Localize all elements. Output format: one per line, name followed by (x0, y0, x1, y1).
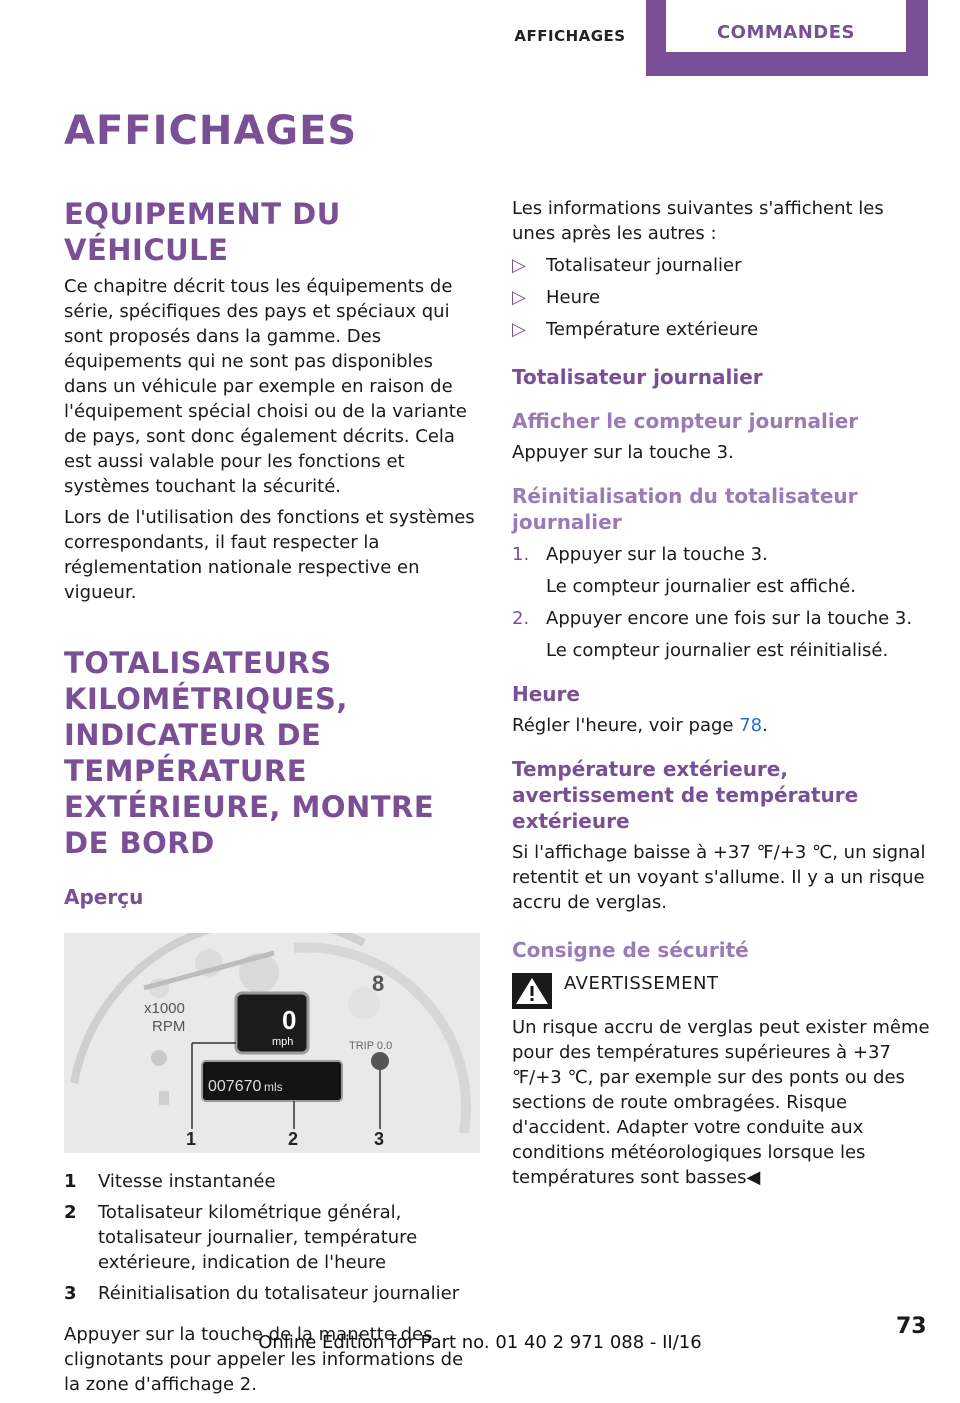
warning-text: Un risque accru de verglas peut exister même pour des températures supérieures à +37 ℉/+3 ℃, par exemple sur des ponts ou des sections de route ombragées. Risque d'accident. Adapter votre conduite aux conditions météorologiques lorsque les températures sont basses (512, 1017, 930, 1188)
legend-item (64, 1200, 480, 1275)
warning-paragraph (512, 1015, 932, 1190)
step-text: Appuyer encore une fois sur la touche 3. (546, 608, 913, 629)
list-item (512, 253, 932, 278)
indicator-light (151, 1050, 167, 1066)
step-result: Le compteur journalier est affiché. (546, 576, 856, 597)
small-mark (159, 1091, 169, 1105)
intro-paragraph: Les informations suivantes s'affichent les unes après les autres : (512, 198, 884, 244)
bullet-text: Totalisateur journalier (546, 255, 742, 276)
legend-number: 3 (64, 1283, 77, 1304)
odometer-unit: mls (264, 1080, 283, 1094)
reset-heading: Réinitialisation du totalisateur journalier (512, 484, 858, 534)
triangle-icon: ▷ (512, 319, 526, 340)
end-marker-icon: ◀ (746, 1167, 761, 1188)
legend-list (64, 1169, 480, 1306)
legend-text: Totalisateur kilométrique général, totalisateur journalier, température extérieure, indication de l'heure (98, 1202, 418, 1273)
tab-commandes-frame[interactable] (646, 0, 928, 76)
heure-heading: Heure (512, 682, 580, 706)
legend-number: 2 (64, 1202, 77, 1223)
page-title: AFFICHAGES (64, 108, 358, 154)
gauge-number: 8 (372, 971, 385, 996)
page-number: 73 (896, 1314, 927, 1339)
callout-1: 1 (186, 1129, 197, 1149)
legend-text: Vitesse instantanée (98, 1171, 276, 1192)
step-number: 1. (512, 544, 530, 565)
bullet-text: Température extérieure (546, 319, 759, 340)
warning-icon (512, 973, 552, 1009)
legend-item (64, 1281, 480, 1306)
rpm-label-top: x1000 (144, 1000, 185, 1017)
bullet-text: Heure (546, 287, 601, 308)
reset-steps (512, 542, 932, 663)
footer: Online Edition for Part no. 01 40 2 971 088 - II/16 (258, 1332, 702, 1353)
trip-label: TRIP 0.0 (349, 1040, 393, 1052)
odometer-value: 007670 (208, 1078, 262, 1095)
callout-2: 2 (288, 1129, 299, 1149)
instrument-cluster-image (64, 933, 480, 1153)
info-bullets (512, 253, 932, 342)
equip-paragraph-1: Ce chapitre décrit tous les équipements de série, spécifiques des pays et spéciaux qui sont proposés dans la gamme. Des équipements qui ne sont pas disponibles dans un véhicule par exemple en raison de l'équipement spécial choisi ou de la variante de pays, sont donc également décrits. Cela est aussi valable pour les fonctions et systèmes touchant la sécurité. (64, 276, 467, 497)
show-text: Appuyer sur la touche 3. (512, 442, 734, 463)
equip-paragraph-2: Lors de l'utilisation des fonctions et systèmes correspondants, il faut respecter la réglementation nationale respective en vigueur. (64, 507, 475, 603)
totals-heading: TOTALISATEURS KILOMÉTRIQUES, INDICATEUR DE TEMPÉRATURE EXTÉRIEURE, MONTRE DE BORD (64, 646, 435, 860)
apercu-heading: Aperçu (64, 885, 144, 909)
safety-heading: Consigne de sécurité (512, 938, 749, 962)
legend-text: Réinitialisation du totalisateur journalier (98, 1283, 460, 1304)
right-column (512, 196, 932, 1196)
warning-label: AVERTISSEMENT (564, 973, 719, 994)
list-item (512, 606, 932, 631)
header-tabs (0, 0, 960, 80)
heure-end: . (762, 715, 768, 736)
legend-item (64, 1169, 480, 1194)
heure-text: Régler l'heure, voir page (512, 715, 740, 736)
heure-paragraph (512, 713, 932, 738)
temp-heading: Température extérieure, avertissement de température extérieure (512, 757, 859, 833)
step-number: 2. (512, 608, 530, 629)
triangle-icon: ▷ (512, 287, 526, 308)
equip-heading: EQUIPEMENT DU VÉHICULE (64, 197, 341, 267)
step-result: Le compteur journalier est réinitialisé. (546, 640, 889, 661)
temp-text: Si l'affichage baisse à +37 ℉/+3 ℃, un signal retentit et un voyant s'allume. Il y a un risque accru de verglas. (512, 842, 926, 913)
left-column (64, 196, 480, 1403)
step-text: Appuyer sur la touche 3. (546, 544, 768, 565)
legend-number: 1 (64, 1171, 77, 1192)
page-link[interactable]: 78 (739, 715, 763, 736)
speed-value: 0 (282, 1005, 297, 1035)
tab-commandes[interactable]: COMMANDES (666, 0, 906, 52)
callout-3: 3 (374, 1129, 385, 1149)
tab-affichages[interactable]: AFFICHAGES (514, 27, 626, 45)
rpm-label-bottom: RPM (152, 1018, 186, 1035)
list-item (512, 542, 932, 567)
triangle-icon: ▷ (512, 255, 526, 276)
warning-block (512, 973, 932, 1009)
trip-heading: Totalisateur journalier (512, 365, 763, 389)
list-item (512, 285, 932, 310)
speed-unit: mph (272, 1036, 294, 1048)
closing-paragraph: Appuyer sur la touche de la manette des clignotants pour appeler les informations de la zone d'affichage 2. (64, 1324, 464, 1395)
trip-reset-button (371, 1052, 389, 1070)
show-heading: Afficher le compteur journalier (512, 409, 859, 433)
list-item (512, 317, 932, 342)
